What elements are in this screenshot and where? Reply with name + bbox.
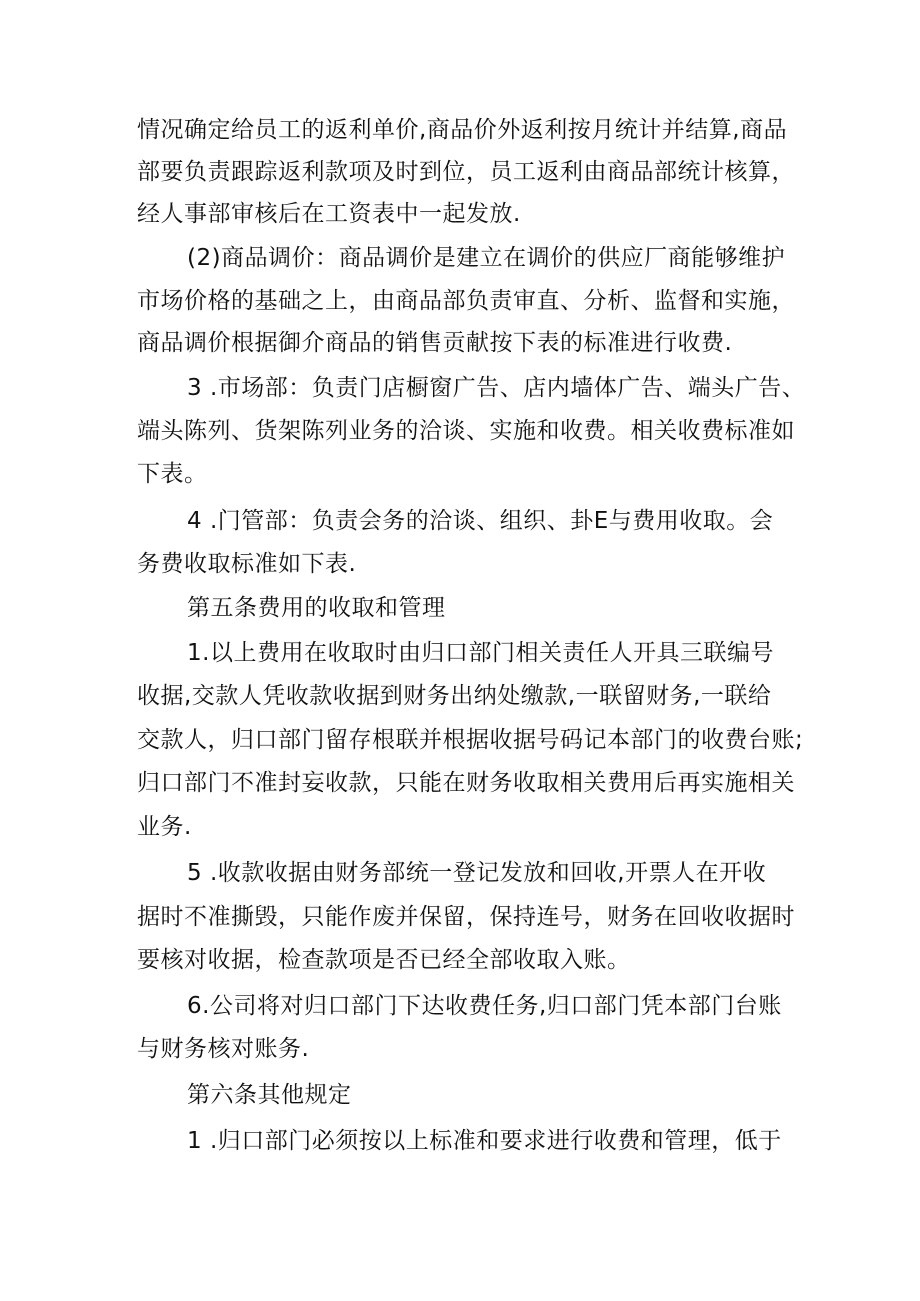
body-text-line: 务费收取标准如下表. (137, 551, 357, 577)
body-text-line: 3 .市场部：负责门店橱窗广告、店内墙体广告、端头广告、 (187, 375, 806, 401)
body-text-line: 4 .门管部：负责会务的洽谈、组织、卦E与费用收取。会 (187, 508, 774, 534)
body-text-line: 1 .归口部门必须按以上标准和要求进行收费和管理，低于 (187, 1128, 782, 1154)
body-text-line: 收据,交款人凭收款收据到财务出纳处缴款,一联留财务,一联给 (137, 683, 772, 709)
body-text-line: (2)商品调价：商品调价是建立在调价的供应厂商能够维护 (187, 245, 786, 271)
body-text-line: 业务. (137, 814, 192, 840)
body-text-line: 经人事部审核后在工资表中一起发放. (137, 201, 521, 227)
body-text-line: 要核对收据，检查款项是否已经全部收取入账。 (137, 947, 631, 973)
body-text-line: 情况确定给员工的返利单价,商品价外返利按月统计并结算,商品 (137, 117, 788, 143)
body-text-line: 归口部门不准封妄收款，只能在财务收取相关费用后再实施相关 (137, 770, 795, 796)
body-text-line: 下表。 (137, 461, 208, 487)
body-text-line: 6.公司将对归口部门下达收费任务,归口部门凭本部门台账 (187, 993, 782, 1019)
section-heading: 第五条费用的收取和管理 (187, 595, 446, 621)
body-text-line: 交款人，归口部门留存根联并根据收据号码记本部门的收费台账; (137, 727, 804, 753)
body-text-line: 1.以上费用在收取时由归口部门相关责任人开具三联编号 (187, 640, 774, 666)
body-text-line: 端头陈列、货架陈列业务的洽谈、实施和收费。相关收费标准如 (137, 418, 795, 444)
body-text-line: 与财务核对账务. (137, 1036, 310, 1062)
body-text-line: 部要负责跟踪返利款项及时到位，员工返利由商品部统计核算， (137, 159, 795, 185)
body-text-line: 市场价格的基础之上，由商品部负责审直、分析、监督和实施， (137, 288, 795, 314)
body-text-line: 据时不准撕毁，只能作废并保留，保持连号，财务在回收收据时 (137, 904, 795, 930)
body-text-line: 5 .收款收据由财务部统一登记发放和回收,开票人在开收 (187, 860, 767, 886)
body-text-line: 商品调价根据御介商品的销售贡献按下表的标准进行收费. (137, 330, 733, 356)
section-heading: 第六条其他规定 (187, 1082, 352, 1108)
